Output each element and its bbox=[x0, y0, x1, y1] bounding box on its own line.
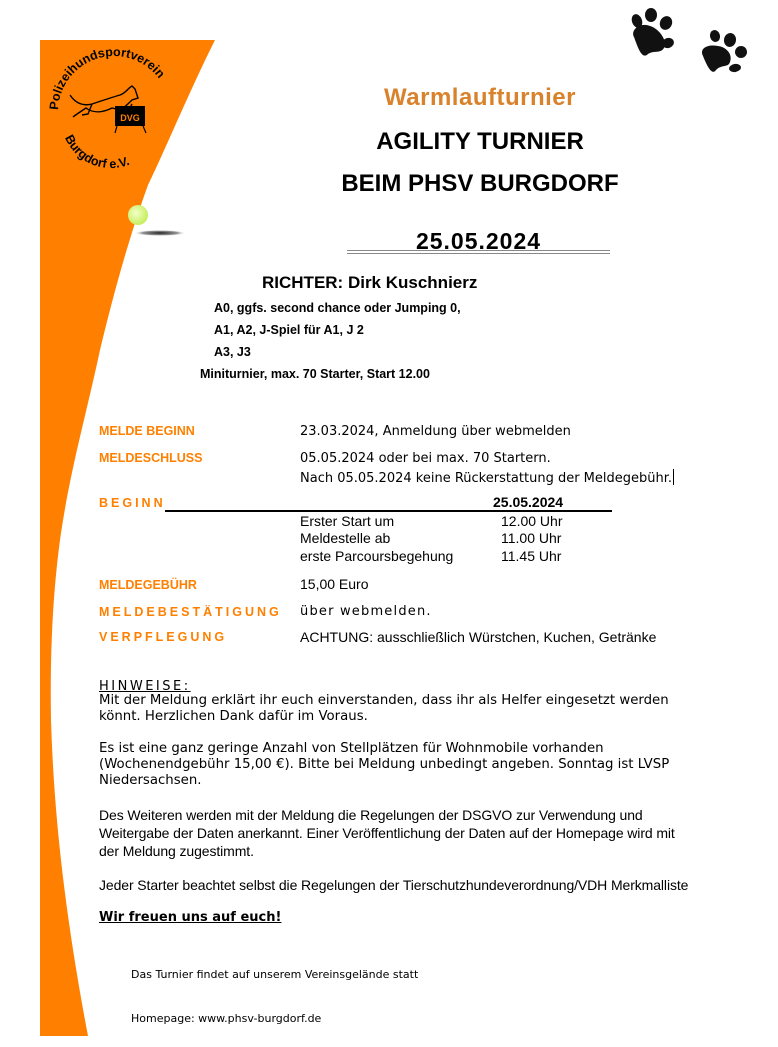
class-line: A1, A2, J-Spiel für A1, J 2 bbox=[214, 323, 364, 337]
note-line: Es ist eine ganz geringe Anzahl von Stellplätzen für Wohnmobile vorhanden bbox=[99, 741, 604, 756]
beginn-underline bbox=[165, 510, 612, 512]
value-meldeschluss-line1: 05.05.2024 oder bei max. 70 Startern. bbox=[300, 451, 551, 466]
note-line: der Meldung zugestimmt. bbox=[99, 843, 254, 859]
schedule-item: erste Parcoursbegehung bbox=[300, 548, 454, 564]
schedule-time: 11.00 Uhr bbox=[501, 530, 562, 546]
event-title-line1: AGILITY TURNIER bbox=[376, 128, 584, 155]
note-line: Niedersachsen. bbox=[99, 773, 202, 788]
schedule-item: Erster Start um bbox=[300, 513, 395, 529]
dvg-badge-text: DVG bbox=[120, 113, 140, 123]
schedule-time: 12.00 Uhr bbox=[501, 513, 563, 529]
value-meldeschluss-line2 bbox=[300, 469, 674, 487]
closing-line: Wir freuen uns auf euch! bbox=[99, 910, 282, 925]
value-meldegebuehr: 15,00 Euro bbox=[300, 576, 369, 592]
logo-location: Burgdorf e.V. bbox=[62, 132, 132, 172]
event-title-line2: BEIM PHSV BURGDORF bbox=[341, 170, 619, 197]
schedule-time: 11.45 Uhr bbox=[501, 548, 562, 564]
label-melde-beginn: MELDE BEGINN bbox=[99, 424, 195, 438]
meldeschluss-text: Nach 05.05.2024 keine Rückerstattung der Meldegebühr. bbox=[300, 471, 673, 486]
label-verpflegung: VERPFLEGUNG bbox=[99, 630, 228, 644]
value-meldebestaetigung: über webmelden. bbox=[300, 604, 432, 619]
ball-icon bbox=[128, 205, 186, 236]
value-melde-beginn: 23.03.2024, Anmeldung über webmelden bbox=[300, 424, 571, 439]
value-verpflegung: ACHTUNG: ausschließlich Würstchen, Kuchen, Getränke bbox=[300, 629, 657, 645]
notes-heading: HINWEISE: bbox=[99, 679, 191, 694]
label-meldeschluss: MELDESCHLUSS bbox=[99, 451, 203, 465]
label-meldegebuehr: MELDEGEBÜHR bbox=[99, 578, 197, 592]
note-line: Des Weiteren werden mit der Meldung die Regelungen der DSGVO zur Verwendung und bbox=[99, 807, 643, 823]
judge-line: RICHTER: Dirk Kuschnierz bbox=[262, 273, 478, 292]
venue-note: Das Turnier findet auf unserem Vereinsgelände statt bbox=[131, 968, 419, 981]
beginn-date: 25.05.2024 bbox=[493, 494, 564, 510]
homepage-link[interactable]: Homepage: www.phsv-burgdorf.de bbox=[131, 1012, 322, 1025]
mini-tournament-line: Miniturnier, max. 70 Starter, Start 12.00 bbox=[200, 367, 430, 381]
label-meldebestaetigung: MELDEBESTÄTIGUNG bbox=[99, 605, 282, 619]
event-subtitle: Warmlaufturnier bbox=[384, 84, 576, 111]
note-line: könnt. Herzlichen Dank dafür im Voraus. bbox=[99, 709, 368, 724]
paw-print-icon bbox=[630, 8, 675, 56]
text-cursor bbox=[673, 469, 674, 485]
class-line: A3, J3 bbox=[214, 345, 251, 359]
note-line: (Wochenendgebühr 15,00 €). Bitte bei Meldung unbedingt angeben. Sonntag ist LVSP bbox=[99, 757, 670, 772]
paw-print-icon bbox=[702, 29, 749, 73]
note-line: Weitergabe der Daten anerkannt. Einer Veröffentlichung der Daten auf der Homepage wird mit bbox=[99, 825, 675, 841]
date-underline-1 bbox=[347, 250, 610, 251]
class-line: A0, ggfs. second chance oder Jumping 0, bbox=[214, 301, 461, 315]
schedule-item: Meldestelle ab bbox=[300, 530, 391, 546]
note-line: Jeder Starter beachtet selbst die Regelungen der Tierschutzhundeverordnung/VDH Merkmalliste bbox=[99, 877, 689, 893]
date-underline-2 bbox=[347, 253, 610, 254]
note-line: Mit der Meldung erklärt ihr euch einverstanden, dass ihr als Helfer eingesetzt werden bbox=[99, 693, 669, 708]
logo-club-name: Polizeihundsportverein bbox=[46, 44, 168, 111]
event-date: 25.05.2024 bbox=[415, 228, 542, 254]
label-beginn: BEGINN bbox=[99, 496, 166, 510]
